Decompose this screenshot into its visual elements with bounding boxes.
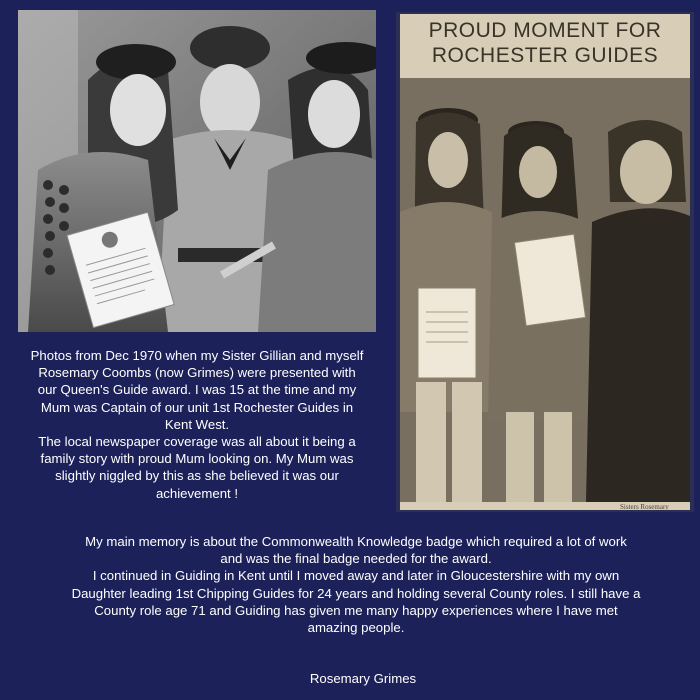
- guides-photo-illustration: [18, 10, 376, 332]
- guides-photo: [18, 10, 376, 332]
- headline-line-2: ROCHESTER GUIDES: [431, 44, 659, 67]
- caption-line: our Queen's Guide award. I was 15 at the time and my: [37, 382, 357, 398]
- caption-line: Mum was Captain of our unit 1st Rochester Guides in: [40, 399, 354, 415]
- memory-line: amazing people.: [307, 620, 405, 636]
- caption-line: Rosemary Coombs (now Grimes) were presented with: [38, 365, 356, 381]
- caption-line: Photos from Dec 1970 when my Sister Gillian and myself: [30, 348, 364, 363]
- memory-line: County role age 71 and Guiding has given me many happy experiences where I have met: [94, 602, 618, 618]
- author-signature: Rosemary Grimes: [309, 671, 417, 686]
- caption-line: slightly niggled by this as she believed it was our: [55, 468, 339, 484]
- caption-line: family story with proud Mum looking on. My Mum was: [40, 451, 354, 467]
- memory-text: [0, 533, 700, 636]
- clipping-caption: Sisters Rosemary: [620, 503, 669, 511]
- memory-line: I continued in Guiding in Kent until I moved away and later in Gloucestershire with my own: [92, 568, 620, 584]
- photo-caption: [0, 347, 394, 502]
- newspaper-photo-illustration: [396, 12, 694, 512]
- caption-line: The local newspaper coverage was all about it being a: [38, 434, 356, 450]
- caption-line: Kent West.: [164, 416, 230, 432]
- memory-line: Daughter leading 1st Chipping Guides for 24 years and holding several County roles. I still have a: [71, 585, 641, 601]
- headline-line-1: PROUD MOMENT FOR: [428, 19, 662, 42]
- memory-line: and was the final badge needed for the award.: [220, 551, 492, 567]
- newspaper-headline: [404, 18, 686, 68]
- memory-line: My main memory is about the Commonwealth Knowledge badge which required a lot of work: [85, 534, 627, 549]
- caption-line: achievement !: [155, 485, 239, 501]
- newspaper-clipping: [396, 12, 694, 512]
